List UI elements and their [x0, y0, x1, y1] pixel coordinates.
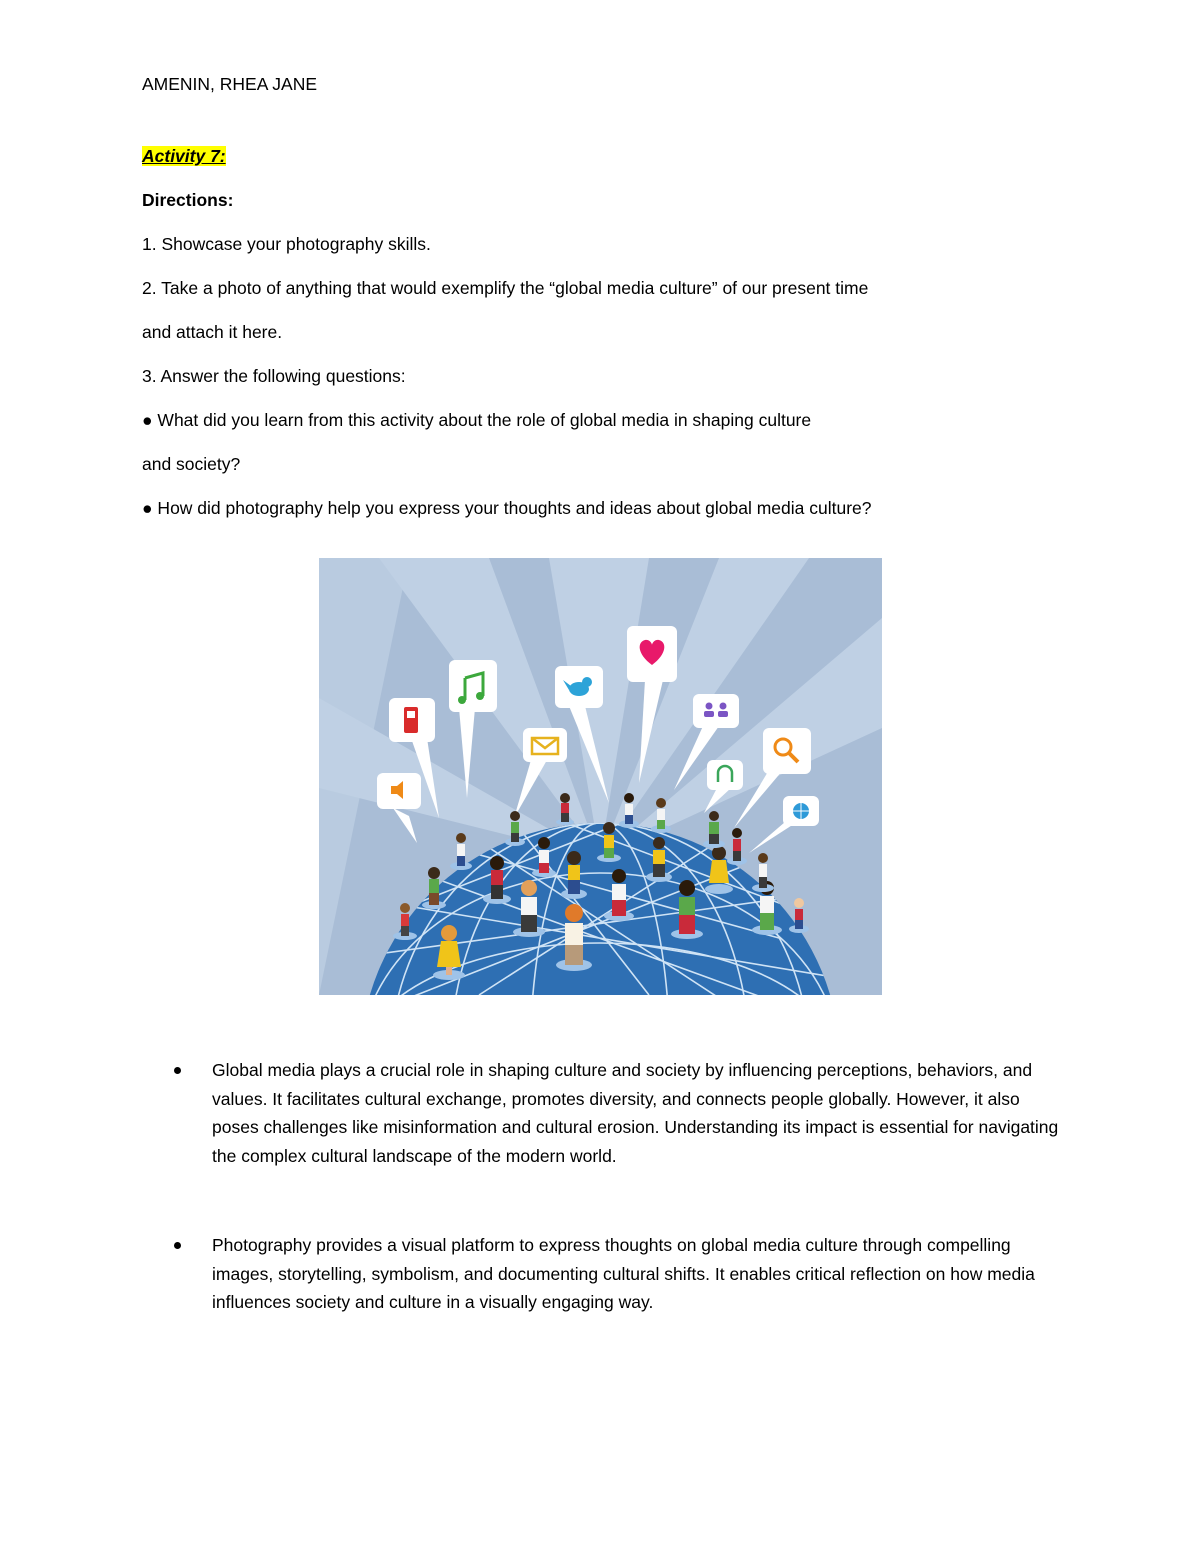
question-1-continued: and society? [142, 454, 241, 474]
answer-2: Photography provides a visual platform to express thoughts on global media culture through compelling images, storytelling, symbolism, and documenting cultural shifts. It enables critical reflection on how media influences society and culture in a visually engaging way. [212, 1231, 1062, 1317]
global-media-illustration [319, 558, 882, 995]
question-1: ● What did you learn from this activity about the role of global media in shaping culture [142, 410, 812, 430]
globe-icon [749, 796, 819, 853]
direction-item-1: 1. Showcase your photography skills. [142, 234, 431, 254]
person [727, 828, 747, 865]
headphones-icon [704, 760, 743, 813]
activity-title [142, 146, 226, 167]
person [752, 853, 774, 892]
direction-item-3: 3. Answer the following questions: [142, 366, 406, 386]
direction-item-2: 2. Take a photo of anything that would exemplify the “global media culture” of our present time [142, 278, 869, 298]
person [450, 833, 472, 870]
activity-title-text: Activity 7: [142, 146, 226, 166]
directions-heading: Directions: [142, 190, 234, 210]
author-name: AMENIN, RHEA JANE [142, 74, 318, 94]
illustration-svg [319, 558, 882, 995]
answers-list [212, 1056, 1062, 1317]
direction-item-2-continued: and attach it here. [142, 322, 283, 342]
question-2: ● How did photography help you express your thoughts and ideas about global media culture? [142, 498, 872, 518]
speaker-icon [377, 773, 421, 843]
person [789, 898, 809, 933]
answer-1: Global media plays a crucial role in shaping culture and society by influencing perceptions, behaviors, and values. It facilitates cultural exchange, promotes diversity, and connects people globally. However, it also poses challenges like misinformation and cultural erosion. Understanding its impact is essential for navigating the complex cultural landscape of the modern world. [212, 1056, 1062, 1170]
person [703, 811, 725, 848]
